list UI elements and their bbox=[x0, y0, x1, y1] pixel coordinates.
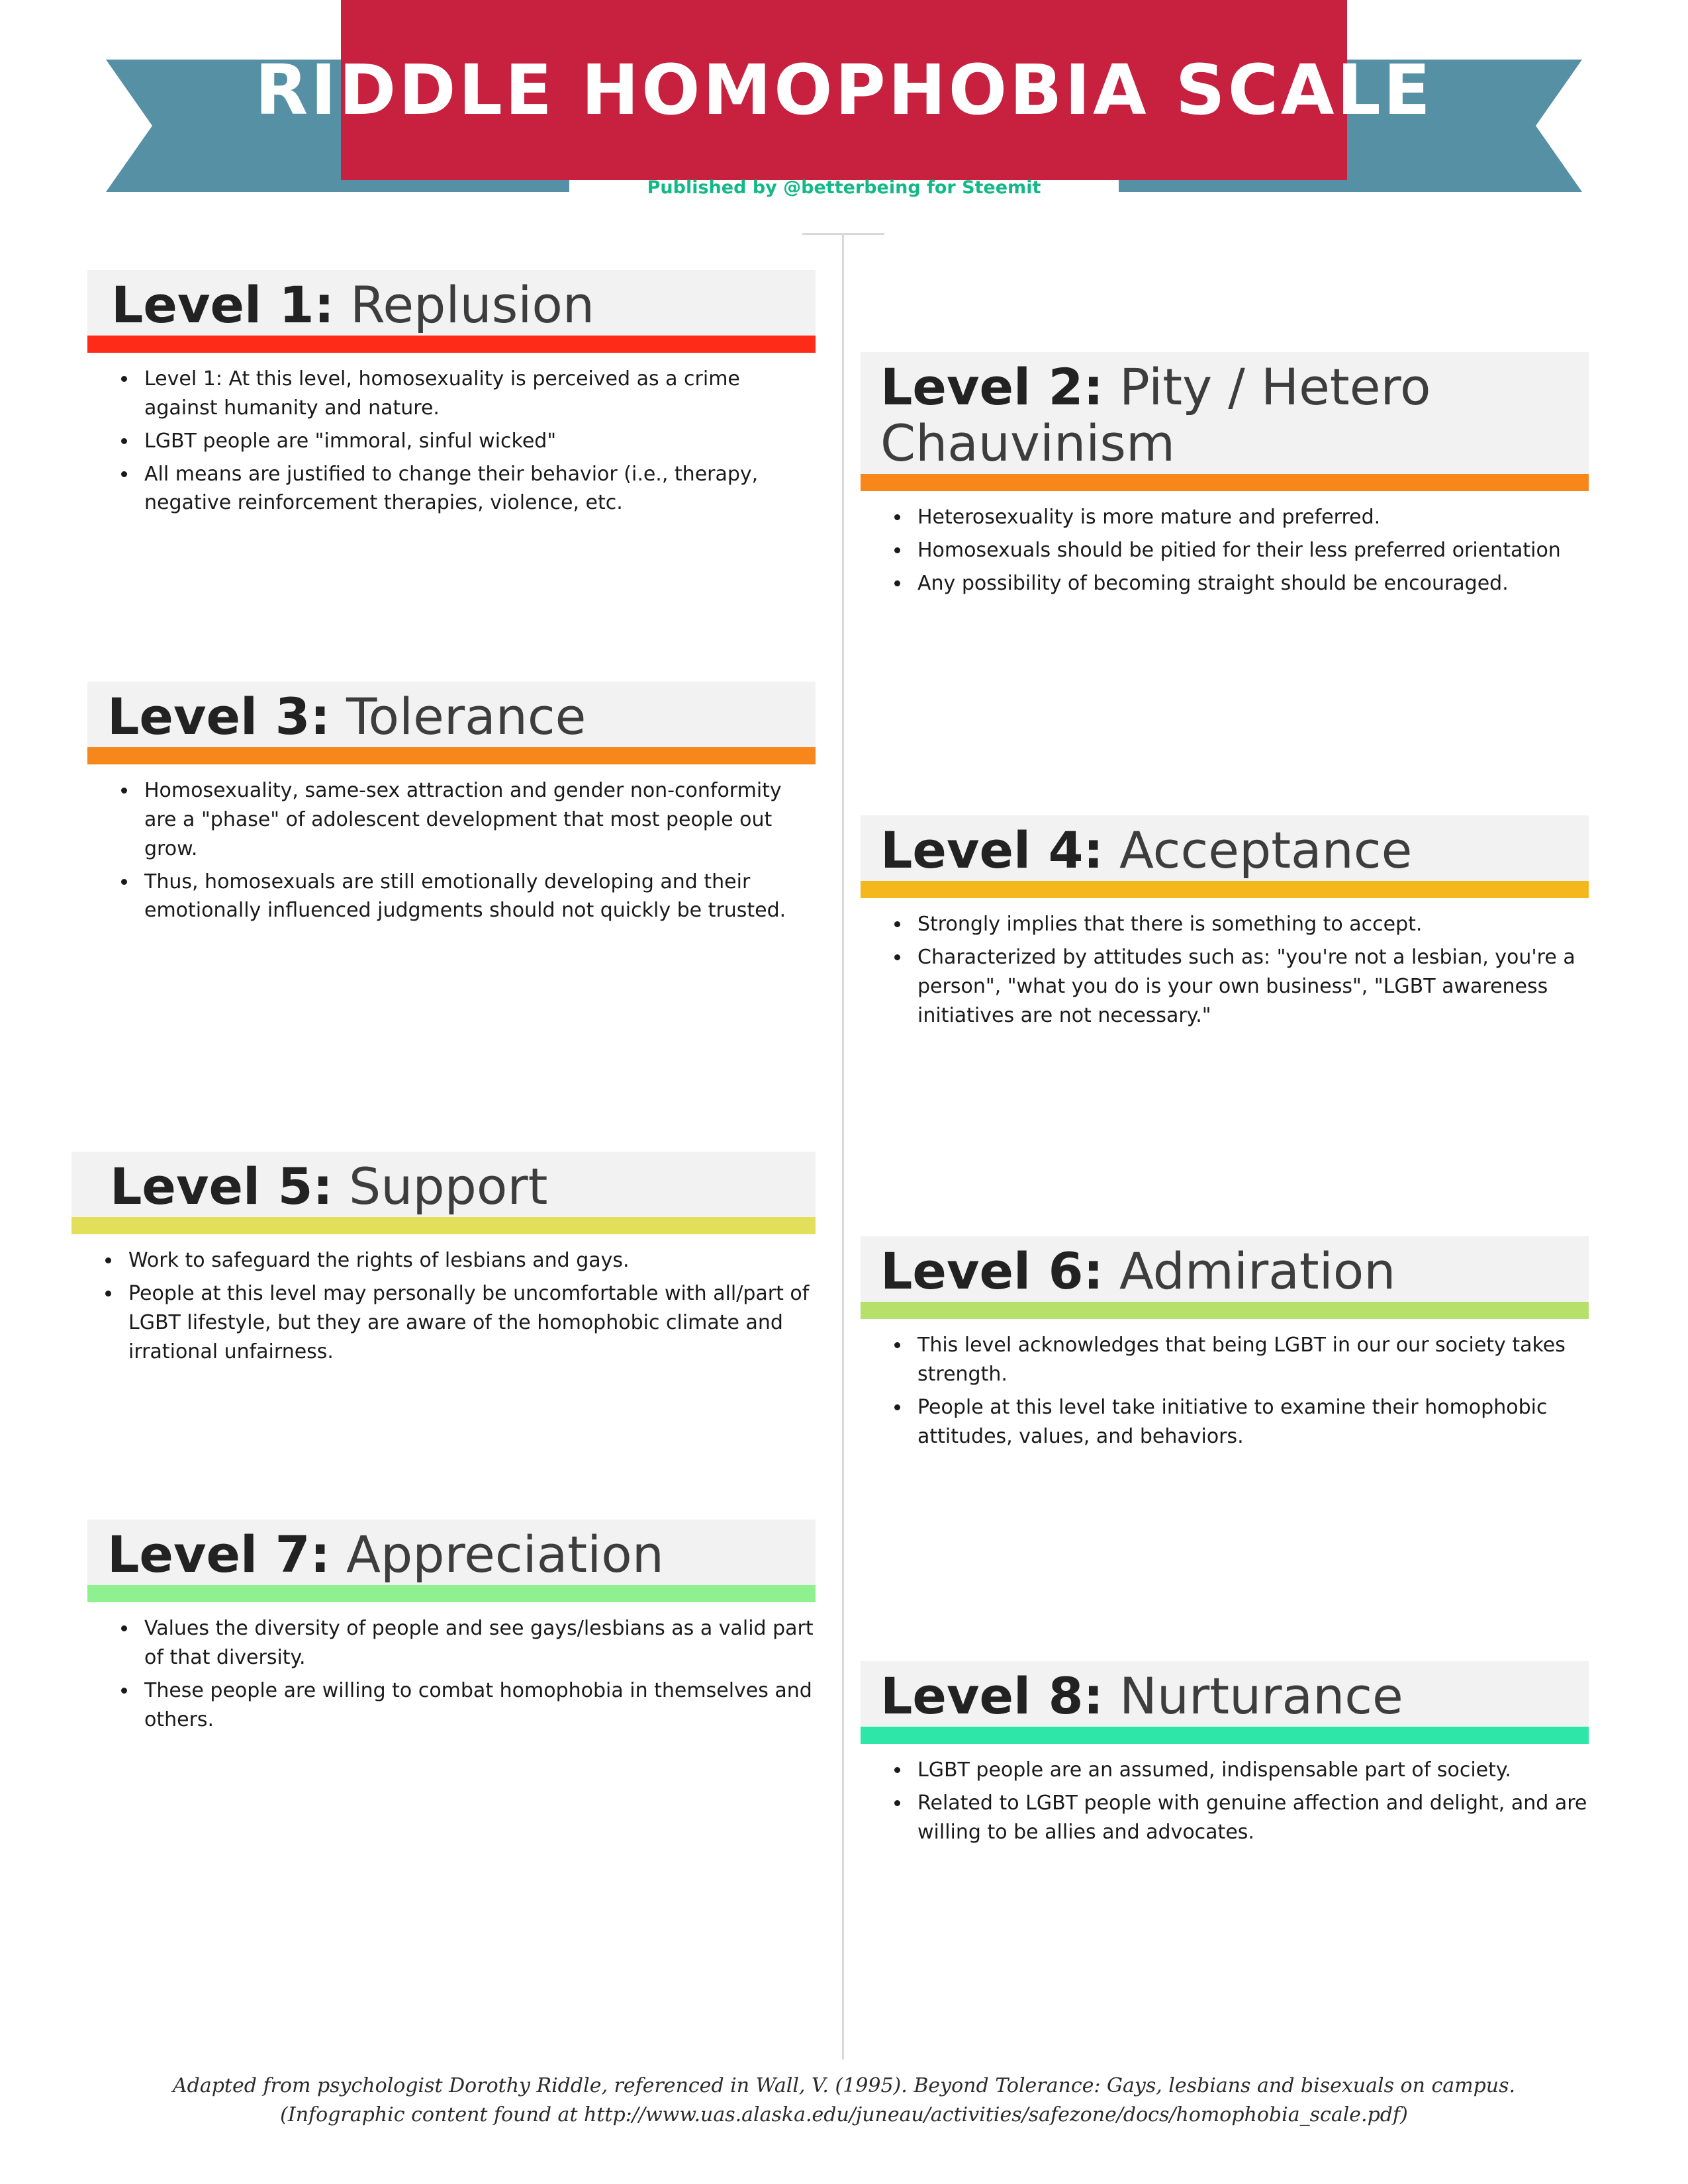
list-item: • Homosexuals should be pitied for their less preferred orientation bbox=[911, 536, 1589, 565]
level-7-title bbox=[107, 1526, 796, 1582]
level-3-title bbox=[107, 688, 796, 745]
published-by: Published by @betterbeing for Steemit bbox=[647, 177, 1041, 198]
level-card-4 bbox=[861, 815, 1589, 1034]
level-5-bullets bbox=[71, 1246, 816, 1366]
header-banner bbox=[0, 0, 1688, 238]
level-3-name: Tolerance bbox=[346, 687, 586, 746]
level-1-accent bbox=[87, 336, 816, 353]
level-4-number: Level 4: bbox=[880, 821, 1103, 880]
level-7-name: Appreciation bbox=[346, 1525, 664, 1584]
page-title: RIDDLE HOMOPHOBIA SCALE bbox=[255, 50, 1433, 130]
level-card-1 bbox=[87, 270, 816, 522]
list-item: • All means are justified to change their behavior (i.e., therapy, negative reinforcement therapies, violence, etc. bbox=[138, 460, 816, 518]
level-card-2 bbox=[861, 352, 1589, 602]
level-6-number: Level 6: bbox=[880, 1242, 1103, 1300]
level-2-number: Level 2: bbox=[880, 357, 1103, 416]
level-2-bullets bbox=[861, 503, 1589, 598]
citation-line-2: (Infographic content found at http://www.uas.alaska.edu/juneau/activities/safezone/docs/homophobia_scale.pdf) bbox=[280, 2103, 1408, 2126]
list-item: • People at this level may personally be uncomfortable with all/part of LGBT lifestyle, but they are aware of the homophobic climate and irrational unfairness. bbox=[122, 1279, 816, 1366]
citation-line-1: Adapted from psychologist Dorothy Riddle, referenced in Wall, V. (1995). Beyond Tolerance: Gays, lesbians and bisexuals on campus. bbox=[172, 2074, 1516, 2097]
level-1-bullets bbox=[87, 365, 816, 518]
level-card-3 bbox=[87, 682, 816, 929]
level-8-header bbox=[861, 1661, 1589, 1727]
level-8-accent bbox=[861, 1727, 1589, 1744]
level-7-bullets bbox=[87, 1614, 816, 1734]
level-card-7 bbox=[87, 1520, 816, 1738]
level-6-title bbox=[880, 1243, 1569, 1299]
level-8-number: Level 8: bbox=[880, 1666, 1103, 1725]
level-3-number: Level 3: bbox=[107, 687, 330, 746]
level-3-accent bbox=[87, 747, 816, 764]
level-1-header bbox=[87, 270, 816, 336]
list-item: • LGBT people are "immoral, sinful wicked" bbox=[138, 427, 816, 456]
level-2-header bbox=[861, 352, 1589, 474]
level-1-title bbox=[111, 277, 796, 333]
level-1-number: Level 1: bbox=[111, 275, 334, 334]
list-item: • Any possibility of becoming straight should be encouraged. bbox=[911, 569, 1589, 598]
list-item: • Values the diversity of people and see gays/lesbians as a valid part of that diversity. bbox=[138, 1614, 816, 1672]
level-5-name: Support bbox=[349, 1157, 548, 1216]
list-item: • This level acknowledges that being LGBT in our our society takes strength. bbox=[911, 1331, 1589, 1389]
list-item: • Homosexuality, same-sex attraction and gender non-conformity are a "phase" of adolescent development that most people out grow. bbox=[138, 776, 816, 863]
level-card-8 bbox=[861, 1661, 1589, 1851]
level-6-header bbox=[861, 1236, 1589, 1302]
list-item: • Heterosexuality is more mature and preferred. bbox=[911, 503, 1589, 532]
list-item: • Related to LGBT people with genuine affection and delight, and are willing to be allies and advocates. bbox=[911, 1789, 1589, 1847]
level-7-header bbox=[87, 1520, 816, 1585]
level-2-name: Pity / Hetero Chauvinism bbox=[880, 357, 1431, 473]
level-4-header bbox=[861, 815, 1589, 881]
list-item: • These people are willing to combat homophobia in themselves and others. bbox=[138, 1676, 816, 1735]
level-8-bullets bbox=[861, 1756, 1589, 1846]
level-6-accent bbox=[861, 1302, 1589, 1319]
title-plate bbox=[255, 0, 1433, 180]
level-2-accent bbox=[861, 474, 1589, 491]
level-8-title bbox=[880, 1668, 1569, 1724]
level-5-header bbox=[71, 1152, 816, 1217]
level-4-title bbox=[880, 822, 1569, 878]
level-4-bullets bbox=[861, 910, 1589, 1030]
level-5-accent bbox=[71, 1217, 816, 1234]
list-item: • People at this level take initiative to examine their homophobic attitudes, values, and behaviors. bbox=[911, 1393, 1589, 1451]
level-2-title bbox=[880, 359, 1569, 471]
list-item: • Level 1: At this level, homosexuality is perceived as a crime against humanity and nature. bbox=[138, 365, 816, 423]
level-3-header bbox=[87, 682, 816, 747]
level-7-number: Level 7: bbox=[107, 1525, 330, 1584]
source-citation bbox=[0, 2071, 1688, 2129]
list-item: • Work to safeguard the rights of lesbians and gays. bbox=[122, 1246, 816, 1275]
level-1-name: Replusion bbox=[350, 275, 595, 334]
level-6-name: Admiration bbox=[1119, 1242, 1396, 1300]
level-card-6 bbox=[861, 1236, 1589, 1455]
list-item: • Thus, homosexuals are still emotionally developing and their emotionally influenced judgments should not quickly be trusted. bbox=[138, 868, 816, 926]
level-3-bullets bbox=[87, 776, 816, 925]
level-7-accent bbox=[87, 1585, 816, 1602]
level-4-name: Acceptance bbox=[1119, 821, 1413, 880]
list-item: • LGBT people are an assumed, indispensable part of society. bbox=[911, 1756, 1589, 1785]
level-5-number: Level 5: bbox=[110, 1157, 333, 1216]
level-6-bullets bbox=[861, 1331, 1589, 1451]
level-4-accent bbox=[861, 881, 1589, 898]
level-8-name: Nurturance bbox=[1119, 1666, 1403, 1725]
level-card-5 bbox=[71, 1152, 816, 1370]
list-item: • Characterized by attitudes such as: "you're not a lesbian, you're a person", "what you do is your own business", "LGBT awareness initiatives are not necessary." bbox=[911, 943, 1589, 1030]
center-divider bbox=[842, 233, 844, 2060]
list-item: • Strongly implies that there is something to accept. bbox=[911, 910, 1589, 939]
level-5-title bbox=[110, 1158, 796, 1214]
